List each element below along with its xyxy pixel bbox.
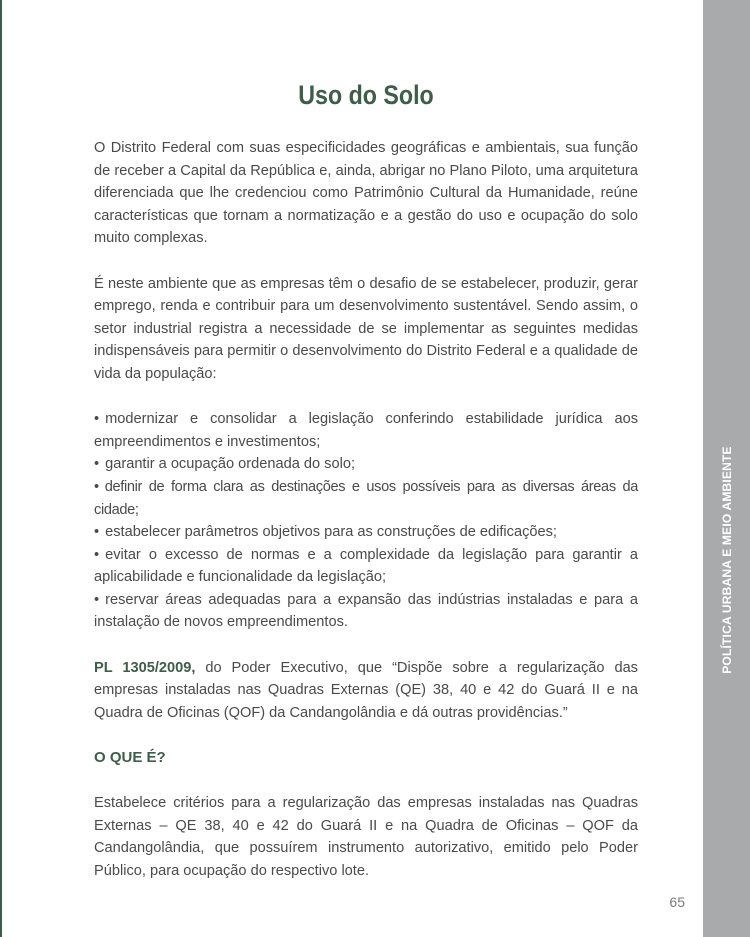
sidebar-section-label: POLÍTICA URBANA E MEIO AMBIENTE — [720, 446, 734, 674]
list-item-text: definir de forma clara as destinações e usos possíveis para as diversas áreas da cidade; — [94, 478, 638, 518]
list-item-text: evitar o excesso de normas e a complexidade da legislação para garantir a aplicabilidade e funcionalidade da legislação; — [94, 546, 638, 586]
list-item — [94, 453, 638, 476]
bullet-icon: • — [94, 456, 100, 473]
bill-paragraph — [94, 657, 638, 725]
bullet-icon: • — [94, 524, 100, 541]
page-content — [94, 137, 638, 883]
bullet-icon: • — [94, 411, 100, 428]
list-item-text: garantir a ocupação ordenada do solo; — [105, 456, 356, 473]
bullet-icon: • — [94, 546, 100, 563]
bill-description: do Poder Executivo, que “Dispõe sobre a regularização das empresas instaladas nas Quadras Externas (QE) 38, 40 e 42 do Guará II e na Quadra de Oficinas (QOF) da Candangolândia e dá outras providências.” — [94, 659, 638, 721]
bill-reference: PL 1305/2009, — [94, 659, 196, 676]
list-item-text: modernizar e consolidar a legislação conferindo estabilidade jurídica aos empreendimentos e investimentos; — [94, 411, 638, 450]
page-title: Uso do Solo — [298, 80, 434, 110]
list-item-text: reservar áreas adequadas para a expansão das indústrias instaladas e para a instalação de novos empreendimentos. — [94, 591, 638, 631]
list-item — [94, 521, 638, 544]
list-item — [94, 544, 638, 589]
bullet-icon: • — [94, 478, 99, 495]
intro-paragraph-1: O Distrito Federal com suas especificidades geográficas e ambientais, sua função de receber a Capital da República e, ainda, abrigar no Plano Piloto, uma arquitetura diferenciada que lhe credenciou como Patrimônio Cultural da Humanidade, reúne características que tornam a normatização e a gestão do uso e ocupação do solo muito complexas. — [94, 140, 638, 247]
bullet-icon: • — [94, 591, 100, 608]
page-number: 65 — [669, 894, 685, 910]
measures-list — [94, 408, 638, 634]
what-is-paragraph: Estabelece critérios para a regularização das empresas instaladas nas Quadras Externas – QE 38, 40 e 42 do Guará II e na Quadra de Oficinas – QOF da Candangolândia, que possuírem instrumento autorizativo, emitido pelo Poder Público, para ocupação do respectivo lote. — [94, 795, 638, 879]
list-item — [94, 476, 638, 521]
what-is-heading: O QUE É? — [94, 749, 166, 767]
intro-paragraph-2: É neste ambiente que as empresas têm o desafio de se estabelecer, produzir, gerar emprego, renda e contribuir para um desenvolvimento sustentável. Sendo assim, o setor industrial registra a necessidade de se implementar as seguintes medidas indispensáveis para permitir o desenvolvimento do Distrito Federal e a qualidade de vida da população: — [94, 275, 638, 382]
list-item-text: estabelecer parâmetros objetivos para as construções de edificações; — [105, 524, 557, 541]
list-item — [94, 589, 638, 634]
list-item — [94, 408, 638, 453]
left-margin-rule — [0, 0, 2, 937]
